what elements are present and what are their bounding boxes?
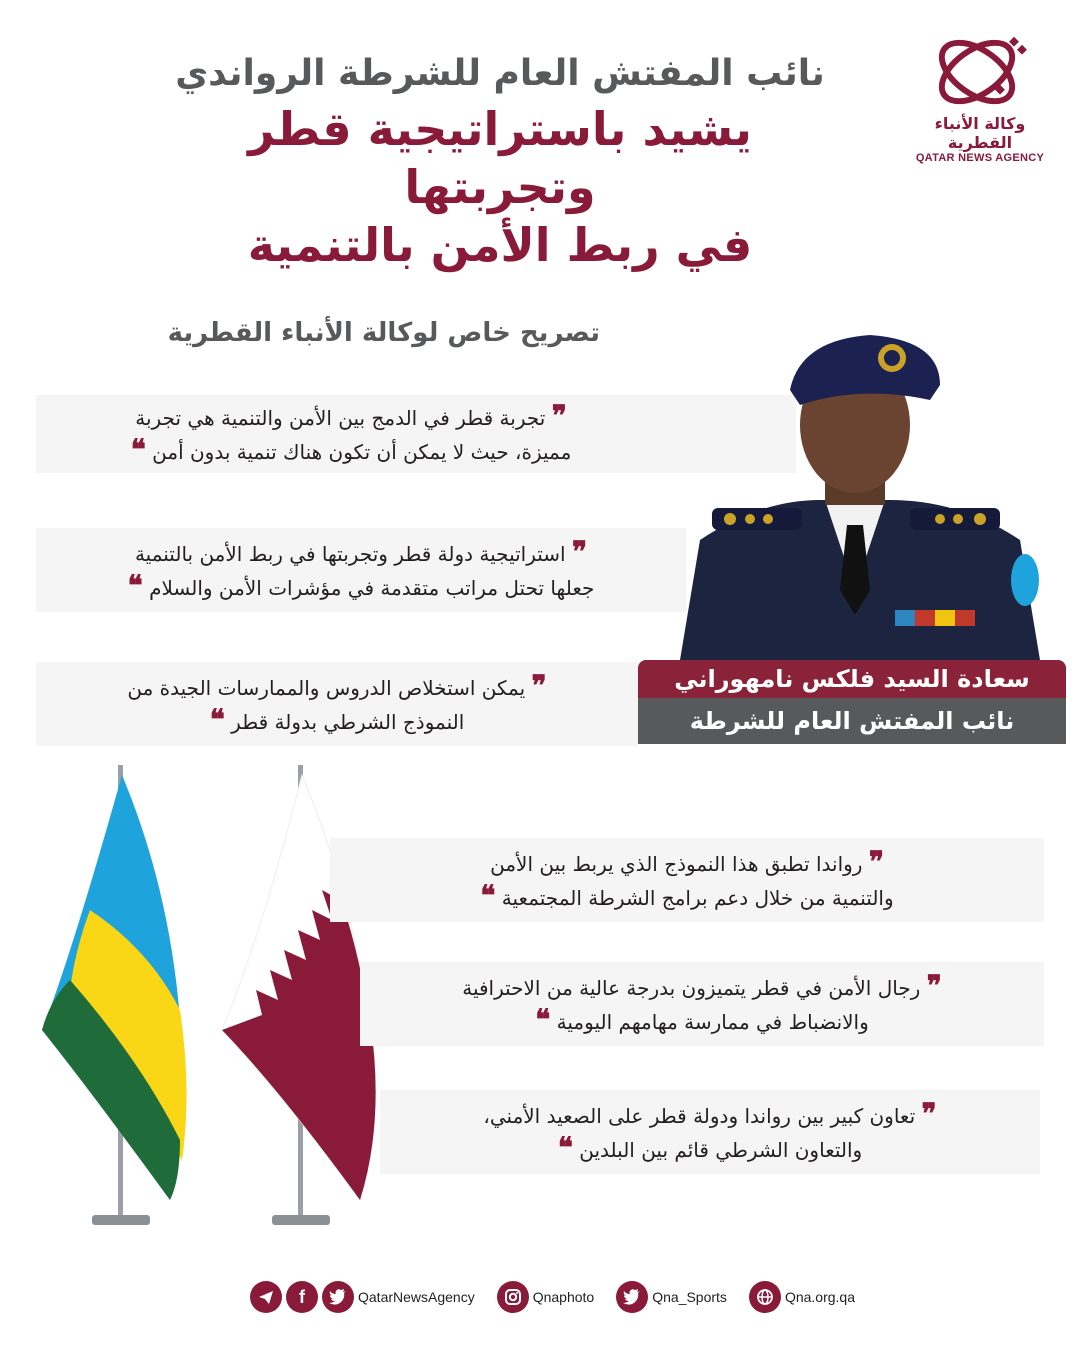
- person-title: نائب المفتش العام للشرطة الرواندي: [638, 698, 1066, 744]
- headline-line-3: في ربط الأمن بالتنمية: [247, 218, 753, 272]
- quote-box-4: ❞ رواندا تطبق هذا النموذج الذي يربط بين الأمن والتنمية من خلال دعم برامج الشرطة المجتمعية ❝: [330, 838, 1044, 922]
- quote-box-5: ❞ رجال الأمن في قطر يتميزون بدرجة عالية من الاحترافية والانضباط في ممارسة مهامهم اليومية ❝: [360, 962, 1044, 1046]
- website-link[interactable]: Qna.org.qa: [784, 1289, 855, 1305]
- subtitle: تصريح خاص لوكالة الأنباء القطرية: [167, 318, 600, 348]
- person-name: سعادة السيد فلكس نامهوراني: [638, 660, 1066, 698]
- open-quote-icon: ❞: [926, 969, 942, 1002]
- person-photo: [640, 330, 1070, 660]
- close-quote-icon: ❝: [535, 1003, 551, 1036]
- social-instagram[interactable]: [497, 1281, 595, 1313]
- facebook-icon[interactable]: f: [286, 1281, 318, 1313]
- social-sports[interactable]: [616, 1281, 727, 1313]
- quote-box-1: ❞ تجربة قطر في الدمج بين الأمن والتنمية هي تجربة مميزة، حيث لا يمكن أن تكون هناك تنمية بدون أمن ❝: [36, 395, 796, 473]
- quote-box-6: ❞ تعاون كبير بين رواندا ودولة قطر على الصعيد الأمني، والتعاون الشرطي قائم بين البلدين ❝: [380, 1090, 1040, 1174]
- twitter-icon[interactable]: [616, 1281, 648, 1313]
- quote-box-3: ❞ يمكن استخلاص الدروس والممارسات الجيدة من النموذج الشرطي بدولة قطر ❝: [36, 662, 638, 746]
- open-quote-icon: ❞: [921, 1097, 937, 1130]
- qna-logo: [900, 30, 1060, 164]
- open-quote-icon: ❞: [571, 535, 588, 568]
- brand-name-ar: وكالة الأنباء القطرية: [934, 114, 1026, 152]
- instagram-icon[interactable]: [497, 1281, 529, 1313]
- telegram-icon[interactable]: [250, 1281, 282, 1313]
- headline: [150, 48, 850, 274]
- close-quote-icon: ❝: [557, 1131, 573, 1164]
- social-footer: [250, 1280, 869, 1314]
- close-quote-icon: ❝: [127, 569, 143, 602]
- headline-line-1: نائب المفتش العام للشرطة الرواندي: [175, 53, 825, 94]
- brand-name-en: QATAR NEWS AGENCY: [915, 152, 1045, 164]
- flags-illustration: [30, 760, 410, 1240]
- globe-icon[interactable]: [749, 1281, 781, 1313]
- close-quote-icon: ❝: [209, 703, 225, 736]
- quote-box-2: ❞ استراتيجية دولة قطر وتجربتها في ربط الأمن بالتنمية جعلها تحتل مراتب متقدمة في مؤشرات الأمن والسلام ❝: [36, 528, 686, 612]
- qna-emblem-icon: [925, 30, 1035, 110]
- headline-line-2: يشيد باستراتيجية قطر وتجربتها: [248, 102, 752, 214]
- close-quote-icon: ❝: [130, 433, 146, 466]
- twitter-icon[interactable]: [322, 1281, 354, 1313]
- social-handle[interactable]: QatarNewsAgency: [358, 1289, 475, 1305]
- open-quote-icon: ❞: [551, 399, 567, 432]
- sports-handle[interactable]: Qna_Sports: [652, 1289, 727, 1305]
- social-website[interactable]: [749, 1281, 855, 1313]
- social-main[interactable]: [250, 1281, 475, 1313]
- open-quote-icon: ❞: [531, 669, 547, 702]
- open-quote-icon: ❞: [868, 845, 884, 878]
- instagram-handle[interactable]: Qnaphoto: [532, 1289, 595, 1305]
- close-quote-icon: ❝: [480, 879, 496, 912]
